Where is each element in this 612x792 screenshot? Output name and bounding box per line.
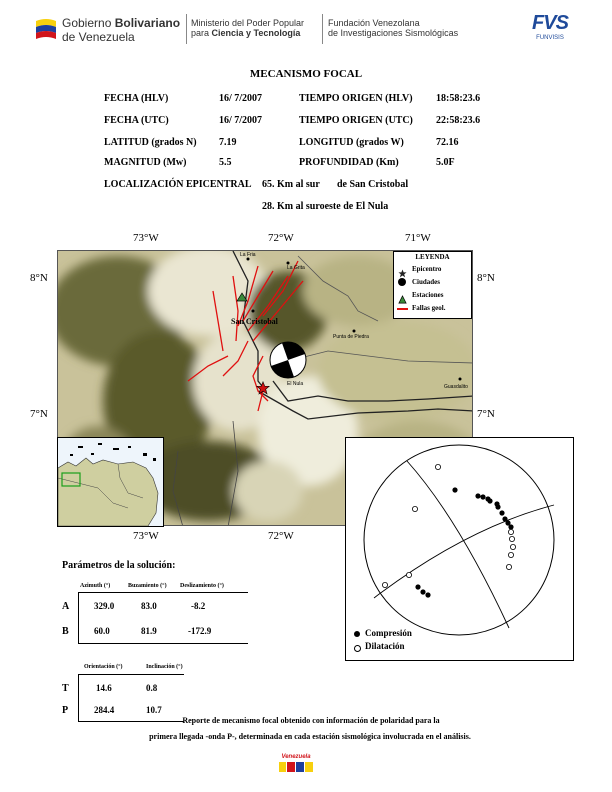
inset-location-map	[57, 437, 164, 527]
stereonet-polarity-points	[345, 437, 572, 659]
fecha-utc-value: 16/ 7/2007	[219, 115, 263, 126]
plane-header-azimuth: Azimuth (°)	[80, 583, 111, 589]
city-san-cristobal: San Cristobal	[231, 317, 278, 326]
plane-b-deslizamiento: -172.9	[188, 626, 212, 636]
plane-a-azimuth: 329.0	[94, 601, 115, 611]
funvisis-name: Fundación Venezolana de Investigaciones Sismológicas	[328, 18, 459, 38]
legend-compression: Compresión	[365, 628, 412, 638]
tiempo-hlv-label: TIEMPO ORIGEN (HLV)	[299, 93, 413, 104]
magnitud-label: MAGNITUD (Mw)	[104, 157, 187, 168]
plane-header-buzamiento: Buzamiento (°)	[128, 583, 167, 589]
axis-t-inclinacion: 0.8	[146, 683, 158, 693]
longitud-value: 72.16	[436, 137, 459, 148]
fecha-hlv-label: FECHA (HLV)	[104, 93, 169, 104]
latitud-label: LATITUD (grados N)	[104, 137, 197, 148]
plane-b-azimuth: 60.0	[94, 626, 110, 636]
legend-epicenter: Epicentro	[412, 265, 442, 273]
dilatation-points	[382, 464, 515, 587]
lon-label-73w-bottom: 73°W	[133, 530, 159, 542]
plane-table-rule-top	[78, 592, 248, 593]
plane-a-deslizamiento: -8.2	[191, 601, 206, 611]
city-guasdalito: Guasdalito	[444, 384, 468, 390]
plane-b-label: B	[62, 626, 69, 637]
legend-faults: Fallas geol.	[412, 304, 446, 312]
params-title: Parámetros de la solución:	[62, 560, 176, 571]
profundidad-label: PROFUNDIDAD (Km)	[299, 157, 399, 168]
lon-label-71w-top: 71°W	[405, 232, 431, 244]
localizacion-line-2: 28. Km al suroeste de El Nula	[262, 201, 389, 212]
localizacion-reference-1: de San Cristobal	[337, 179, 409, 190]
axis-p-label: P	[62, 705, 69, 716]
government-name: Gobierno Bolivariano de Venezuela	[62, 16, 181, 44]
venezuela-footer-logo: Venezuela	[276, 754, 316, 776]
lat-label-8n-left: 8°N	[30, 272, 48, 284]
legend-dilatation: Dilatación	[365, 641, 405, 651]
legend-fault-icon	[397, 308, 408, 310]
city-punta-de-piedra: Punta de Piedra	[333, 334, 369, 340]
focal-mechanism-beachball	[269, 341, 307, 379]
tiempo-utc-label: TIEMPO ORIGEN (UTC)	[299, 115, 413, 126]
venezuela-flag-logo	[34, 17, 58, 41]
axis-table-rule-left	[78, 674, 79, 722]
stereonet-legend	[350, 627, 430, 657]
dilatation-icon	[354, 645, 361, 652]
city-la-fria: La Fria	[240, 252, 256, 258]
magnitud-value: 5.5	[219, 157, 232, 168]
legend-station-icon	[398, 291, 407, 309]
legend-stations: Estaciones	[412, 291, 444, 299]
legend-city-icon	[398, 278, 406, 286]
city-el-nula: El Nula	[287, 381, 304, 387]
plane-b-buzamiento: 81.9	[141, 626, 157, 636]
tiempo-utc-value: 22:58:23.6	[436, 115, 481, 126]
plane-table-rule-bottom	[78, 643, 248, 644]
map-legend	[393, 251, 472, 319]
compression-points	[415, 487, 513, 597]
legend-title: LEYENDA	[415, 253, 450, 261]
latitud-value: 7.19	[219, 137, 237, 148]
axis-table-rule-top	[78, 674, 184, 675]
fecha-hlv-value: 16/ 7/2007	[219, 93, 263, 104]
axis-p-inclinacion: 10.7	[146, 705, 162, 715]
profundidad-value: 5.0F	[436, 157, 455, 168]
ministry-name: Ministerio del Poder Popular para Ciencia y Tecnología	[191, 18, 305, 38]
footer-note-line-2: primera llegada -onda P-, determinada en cada estación sismológica involucrada en el análisis.	[149, 732, 471, 741]
longitud-label: LONGITUD (grados W)	[299, 137, 404, 148]
axis-t-label: T	[62, 683, 69, 694]
plane-header-deslizamiento: Deslizamiento (°)	[180, 583, 224, 589]
lat-label-8n-right: 8°N	[477, 272, 495, 284]
lon-label-72w-bottom: 72°W	[268, 530, 294, 542]
lat-label-7n-right: 7°N	[477, 408, 495, 420]
axis-header-inclinacion: Inclinación (°)	[146, 664, 183, 670]
lat-label-7n-left: 7°N	[30, 408, 48, 420]
axis-p-orientacion: 284.4	[94, 705, 115, 715]
lon-label-72w-top: 72°W	[268, 232, 294, 244]
lon-label-73w-top: 73°W	[133, 232, 159, 244]
localizacion-label: LOCALIZACIÓN EPICENTRAL	[104, 179, 252, 190]
city-la-grita: La Grita	[287, 265, 305, 271]
funvisis-logo: FVS FUNVISIS	[532, 12, 568, 41]
plane-table-rule-left	[78, 592, 79, 644]
plane-a-buzamiento: 83.0	[141, 601, 157, 611]
localizacion-distance-1: 65. Km al sur	[262, 179, 320, 190]
tiempo-hlv-value: 18:58:23.6	[436, 93, 481, 104]
fecha-utc-label: FECHA (UTC)	[104, 115, 169, 126]
footer-note-line-1: Reporte de mecanismo focal obtenido con información de polaridad para la	[182, 716, 440, 725]
epicenter-star	[256, 381, 270, 395]
legend-cities: Ciudades	[412, 278, 441, 286]
axis-header-orientacion: Orientación (°)	[84, 664, 123, 670]
page-title: MECANISMO FOCAL	[249, 68, 363, 80]
plane-a-label: A	[62, 601, 70, 612]
compression-icon	[354, 631, 360, 637]
axis-t-orientacion: 14.6	[96, 683, 112, 693]
